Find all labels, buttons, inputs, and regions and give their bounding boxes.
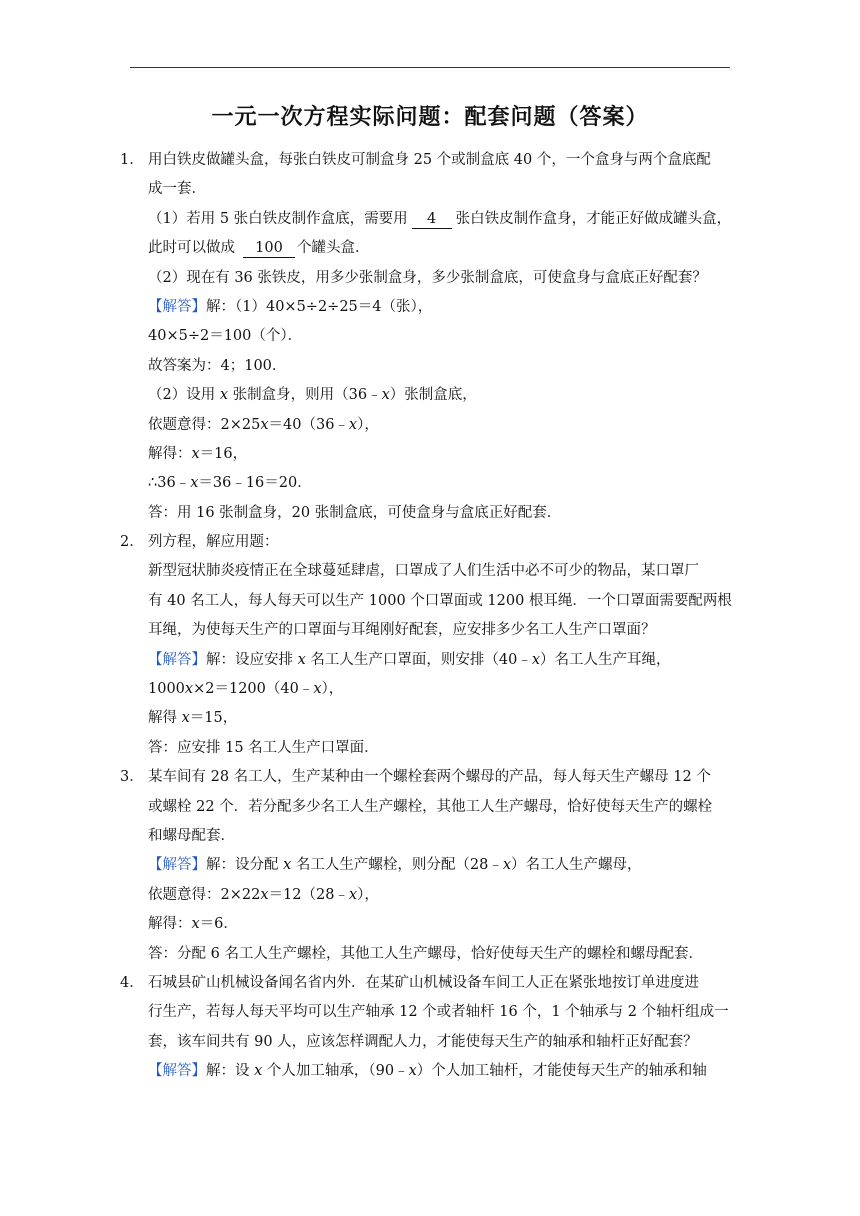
variable-x: x [297,651,306,668]
q1-number: 1． [120,152,144,168]
variable-x: x [219,387,229,404]
page-title: 一元一次方程实际问题：配套问题（答案） [211,105,649,130]
q3-stem-text: 某车间有 28 名工人，生产某种由一个螺栓套两个螺母的产品，每人每天生产螺母 12 个 [148,769,711,786]
text: ）， [357,886,379,903]
text: ×2＝1200（40﹣ [193,681,314,698]
q3-number: 3． [120,769,144,786]
q1-solution-line2: 40×5÷2＝100（个）． [148,328,303,345]
q1-part1-line1 [120,205,732,234]
q2-stem-text: 列方程，解应用题： [148,534,279,551]
q1-solution-text: 解：（1）40×5÷2÷25＝4（张）， [206,298,433,315]
solution-tag: 【解答】 [148,1063,206,1080]
q2-solution-line1 [120,646,732,675]
variable-x: x [348,886,358,903]
q3-solution-line3 [120,910,732,939]
q1-answer: 答：用 16 张制盒身，20 张制盒底，可使盒身与盒底正好配套． [148,504,562,521]
variable-x: x [190,475,199,492]
q1-part1-text-a: （1）若用 5 张白铁皮制作盒底，需要用 [148,210,408,227]
q4-number: 4． [120,974,144,991]
q1-solution-line6 [120,440,732,469]
text: 1000 [148,681,185,698]
variable-x: x [260,416,269,433]
text: ＝12（28﹣ [268,886,349,903]
text: 解：设 [206,1063,255,1080]
q3-answer: 答：分配 6 名工人生产螺栓，其他工人生产螺母，恰好使每天生产的螺栓和螺母配套． [148,945,703,962]
q1-solution-line3: 故答案为：4；100． [148,357,287,374]
variable-x: x [408,1063,417,1080]
q4-solution-line1 [120,1057,732,1086]
q3-stem-line1 [120,763,732,792]
q2-stem-line2: 有 40 名工人，每人每天可以生产 1000 个口罩面或 1200 根耳绳．一个口罩面需要配两根 [148,592,732,609]
q1-part1-line2 [120,234,732,263]
q1-answer-blank-1: 4 [412,211,452,229]
text: ）， [321,681,344,698]
variable-x: x [181,710,190,727]
q4-stem-line1 [120,969,732,998]
text: ＝15， [189,710,238,727]
text: ）个人加工轴杆，才能使每天生产的轴承和轴 [416,1063,707,1080]
variable-x: x [184,681,194,698]
q1-solution-line7 [120,469,732,498]
variable-x: x [313,681,322,698]
solution-tag: 【解答】 [148,857,206,874]
variable-x: x [254,1063,263,1080]
q3-stem-line2: 或螺栓 22 个．若分配多少名工人生产螺栓，其他工人生产螺母，恰好使每天生产的螺栓 [148,798,713,815]
text: ＝36﹣16＝20． [198,475,312,492]
q4-stem-line2: 行生产，若每人每天平均可以生产轴承 12 个或者轴杆 16 个，1 个轴承与 2 个轴杆组成一 [148,1004,729,1021]
text: ＝16， [199,445,248,462]
variable-x: x [531,651,541,668]
q1-part1-text-d: 个罐头盒． [297,240,370,257]
q2-number: 2． [120,534,144,551]
q1-part1-text-c: 此时可以做成 [148,240,235,257]
q2-stem-line1: 新型冠状肺炎疫情正在全球蔓延肆虐，口罩成了人们生活中必不可少的物品，某口罩厂 [148,563,699,580]
q3-stem-line3: 和螺母配套． [148,827,235,844]
text: 解得： [148,445,192,462]
q3-solution-line1 [120,851,732,880]
text: ∴36﹣ [148,475,191,492]
q4-stem-line3: 套，该车间共有 90 人，应该怎样调配人力，才能使每天生产的轴承和轴杆正好配套？ [148,1033,698,1050]
q1-part2: （2）现在有 36 张铁皮，用多少张制盒身，多少张制盒底，可使盒身与盒底正好配套？ [148,269,707,286]
solution-tag: 【解答】 [148,298,206,315]
text: ）张制盒底， [389,387,477,404]
text: ）， [357,416,379,433]
text: 解：设应安排 [206,651,298,668]
solution-tag: 【解答】 [148,651,206,668]
q1-solution-line4 [120,381,732,410]
q2-answer: 答：应安排 15 名工人生产口罩面． [148,739,379,756]
text: 个人加工轴承，（90﹣ [262,1063,409,1080]
text: ＝40（36﹣ [268,416,349,433]
variable-x: x [191,445,200,462]
variable-x: x [381,387,390,404]
variable-x: x [191,916,200,933]
variable-x: x [260,886,269,903]
document-body [120,146,732,1087]
text: ）名工人生产耳绳， [540,651,671,668]
q4-stem-text: 石城县矿山机械设备闻名省内外．在某矿山机械设备车间工人正在紧张地按订单进度进 [148,974,699,991]
variable-x: x [283,857,292,874]
text: 名工人生产口罩面，则安排（40﹣ [305,651,532,668]
text: ＝6． [199,916,238,933]
variable-x: x [348,416,358,433]
q1-stem-text: 用白铁皮做罐头盒，每张白铁皮可制盒身 25 个或制盒底 40 个，一个盒身与两个盒底配 [148,152,711,168]
text: （2）设用 [148,387,220,404]
q3-solution-line2 [120,881,732,910]
text: 张制盒身，则用（36﹣ [228,387,382,404]
text: 依题意得：2×25 [148,416,261,433]
q1-stem-line2: 成一套． [148,181,206,198]
header-rule [130,67,730,68]
q2-stem-line0 [120,528,732,557]
q2-solution-line3 [120,704,732,733]
text: 依题意得：2×22 [148,886,261,903]
q1-part1-text-b: 张白铁皮制作盒身，才能正好做成罐头盒， [455,210,732,227]
q1-solution-line5 [120,411,732,440]
text: 解：设分配 [206,857,284,874]
q1-stem-line1 [120,146,732,175]
text: 名工人生产螺栓，则分配（28﹣ [291,857,503,874]
text: 解得： [148,916,192,933]
q1-solution-line1 [120,293,732,322]
variable-x: x [502,857,512,874]
q2-stem-line3: 耳绳，为使每天生产的口罩面与耳绳刚好配套，应安排多少名工人生产口罩面？ [148,622,656,639]
q2-solution-line2 [120,675,732,704]
text: ）名工人生产螺母， [511,857,642,874]
text: 解得 [148,710,182,727]
q1-answer-blank-2: 100 [243,240,295,258]
